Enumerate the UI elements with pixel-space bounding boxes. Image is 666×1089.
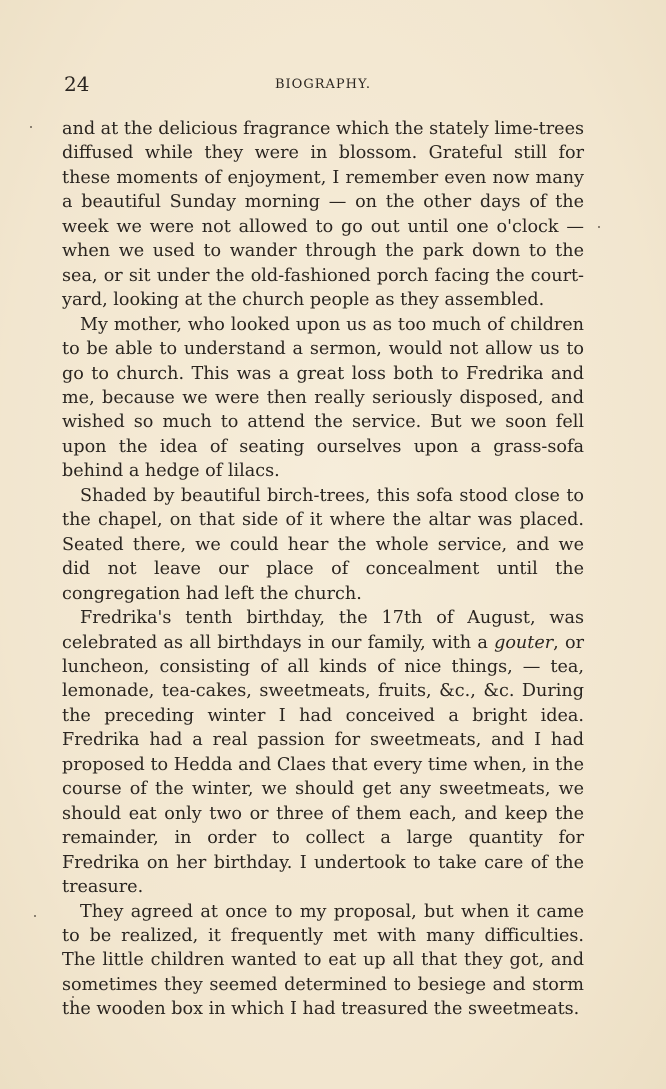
paragraph-text: Shaded by beautiful birch-trees, this sofa stood close to the chapel, on that side of it where the altar was placed. Seated there, we could hear the whole service, and we did not leave our place of concealment until the congregation had left the church. (62, 485, 584, 604)
page-header (62, 72, 584, 96)
paragraph-1 (62, 117, 584, 313)
running-head: BIOGRAPHY. (274, 77, 372, 92)
paragraph-4 (62, 606, 584, 899)
italic-word: gouter (494, 632, 554, 653)
paragraph-text: My mother, who looked upon us as too much of children to be able to understand a sermon, would not allow us to go to church. This was a great loss both to Fredrika and me, because we were then really seriously disposed, and wished so much to attend the service. But we soon fell upon the idea of seating ourselves upon a grass-sofa behind a hedge of lilacs. (62, 314, 584, 482)
print-speck (30, 126, 32, 128)
paragraph-text: Fredrika's tenth birthday, the 17th of August, was celebrated as all birthdays in our family, with a (62, 608, 584, 653)
paragraph-text: and at the delicious fragrance which the stately lime-trees diffused while they were in blossom. Grateful still for these moments of enjoyment, I remember even now many a beautiful Sunday morning — on the other days of the week we were not allowed to go out until one o'clock — when we used to wander through the park down to the sea, or sit under the old-fashioned porch facing the court-yard, looking at the church people as they assembled. (62, 119, 585, 311)
print-speck (598, 226, 600, 228)
print-speck (34, 915, 36, 917)
paragraph-5 (62, 900, 584, 1022)
paragraph-3 (62, 484, 584, 606)
paragraph-text: , or luncheon, consisting of all kinds of nice things, — tea, lemonade, tea-cakes, sweetmeats, fruits, &c., &c. During the preceding winter I had conceived a bright idea. Fredrika had a real passion for sweetmeats, and I had proposed to Hedda and Claes that every time when, in the course of the winter, we should get any sweetmeats, we should eat only two or three of them each, and keep the remainder, in order to collect a large quantity for Fredrika on her birthday. I undertook to take care of the treasure. (62, 632, 584, 898)
body-text (62, 117, 584, 1022)
print-speck (72, 996, 74, 998)
paragraph-2 (62, 313, 584, 484)
page-number: 24 (64, 72, 90, 96)
paragraph-text: They agreed at once to my proposal, but when it came to be realized, it frequently met with many difficulties. The little children wanted to eat up all that they got, and sometimes they seemed determined to besiege and storm the wooden box in which I had treasured the sweetmeats. (62, 901, 584, 1020)
